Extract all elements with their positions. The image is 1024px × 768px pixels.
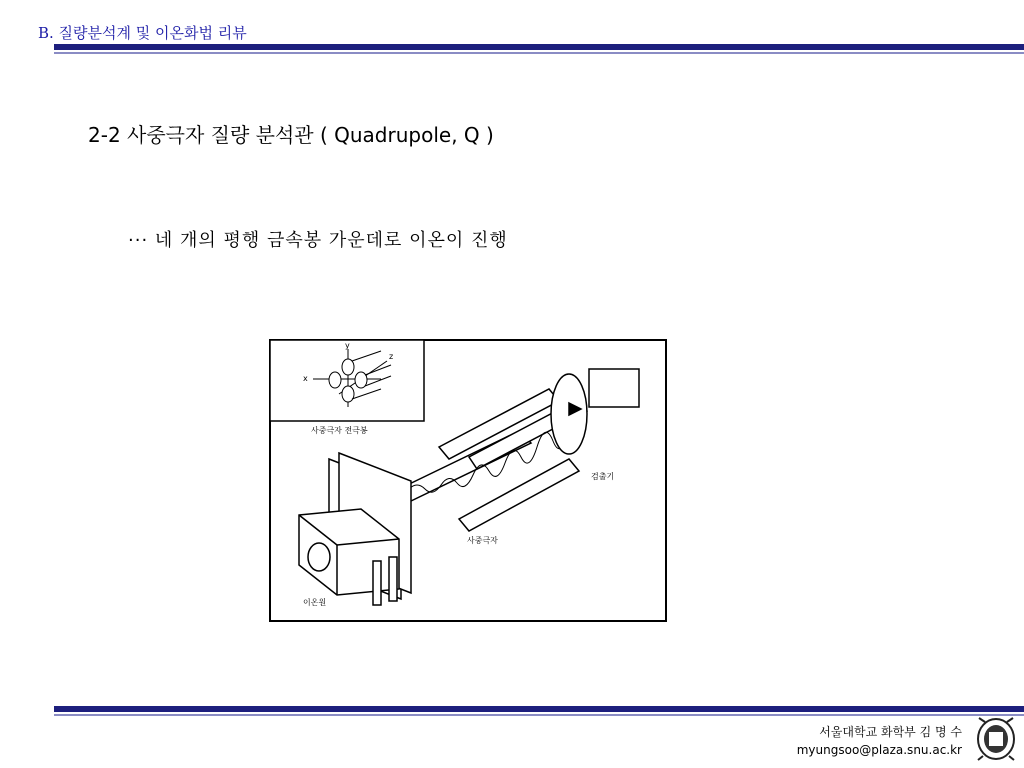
detector-label: 검출기 (591, 472, 615, 481)
header-rule-thin (54, 52, 1024, 54)
axis-y-label: y (345, 341, 350, 350)
inset-caption: 사중극자 전극봉 (311, 426, 368, 435)
quadrupole-label: 사중극자 (467, 536, 498, 545)
footer-affiliation: 서울대학교 화학부 김 명 수 (819, 725, 962, 739)
quadrupole-diagram (269, 339, 667, 622)
university-emblem-icon (975, 716, 1017, 762)
footer (797, 723, 962, 759)
header-rule-thick (54, 44, 1024, 50)
axis-x-label: x (303, 374, 308, 383)
axis-z-label: z (389, 352, 394, 361)
bullet-text: ··· 네 개의 평행 금속봉 가운데로 이온이 진행 (128, 230, 508, 251)
ion-source-label: 이온원 (303, 598, 327, 607)
header-title: B. 질량분석계 및 이온화법 리뷰 (38, 24, 247, 42)
footer-rule-thick (54, 706, 1024, 712)
inset-box (270, 340, 424, 421)
section-title: 2-2 사중극자 질량 분석관 ( Quadrupole, Q ) (88, 123, 494, 147)
footer-rule-thin (54, 714, 1024, 716)
footer-email: myungsoo@plaza.snu.ac.kr (796, 743, 962, 757)
